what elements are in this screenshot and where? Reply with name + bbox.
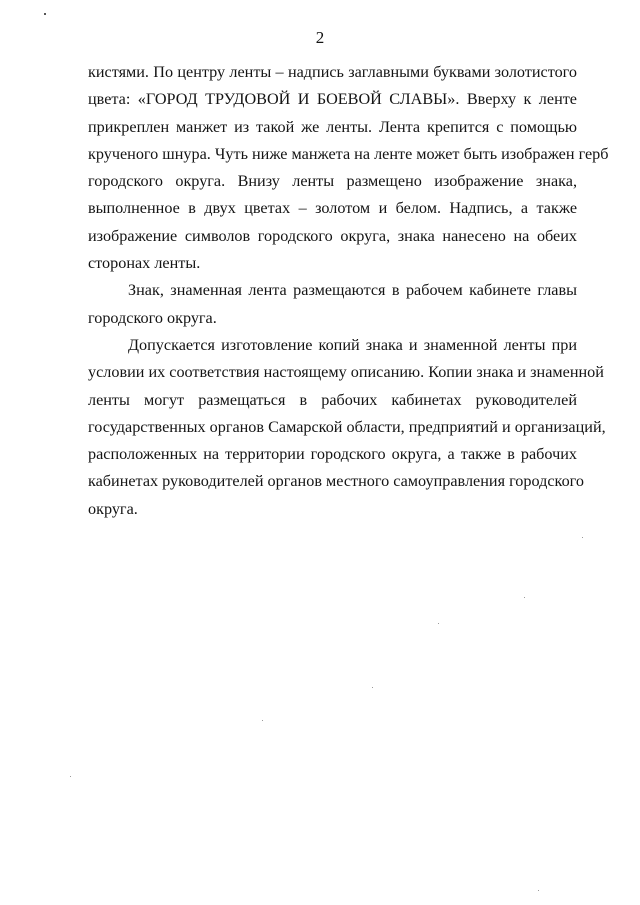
- text-line: выполненное в двух цветах – золотом и белом. Надпись, а также: [88, 199, 577, 218]
- paragraph-ribbon-description: [88, 59, 609, 277]
- text-line: городского округа.: [88, 308, 217, 327]
- text-line: прикреплен манжет из такой же ленты. Лента крепится с помощью: [88, 117, 577, 136]
- text-line: крученого шнура. Чуть ниже манжета на ленте может быть изображен герб: [88, 144, 609, 163]
- text-line: Допускается изготовление копий знака и знаменной ленты при: [128, 335, 577, 354]
- scan-speck: [538, 890, 539, 891]
- text-line: кабинетах руководителей органов местного самоуправления городского: [88, 472, 584, 491]
- document-body: [88, 59, 609, 523]
- scan-speck: [262, 720, 263, 721]
- paragraph-copies: [88, 332, 606, 523]
- page-number: 2: [315, 28, 325, 47]
- scan-speck: [524, 597, 525, 598]
- text-line: Знак, знаменная лента размещаются в рабочем кабинете главы: [128, 281, 577, 300]
- text-line: кистями. По центру ленты – надпись заглавными буквами золотистого: [88, 63, 577, 81]
- text-line: расположенных на территории городского округа, а также в рабочих: [88, 445, 577, 464]
- paragraph-placement: [88, 277, 577, 332]
- text-line: округа.: [88, 499, 138, 518]
- text-line: цвета: «ГОРОД ТРУДОВОЙ И БОЕВОЙ СЛАВЫ». Вверху к ленте: [88, 90, 577, 109]
- text-line: городского округа. Внизу ленты размещено изображение знака,: [88, 172, 577, 191]
- scan-speck: [372, 687, 373, 688]
- text-line: государственных органов Самарской области, предприятий и организаций,: [88, 417, 606, 436]
- scan-speck: [438, 623, 439, 624]
- text-line: условии их соответствия настоящему описанию. Копии знака и знаменной: [88, 363, 604, 382]
- scan-speck: [70, 776, 71, 777]
- scan-speck: [44, 13, 46, 15]
- text-line: ленты могут размещаться в рабочих кабинетах руководителей: [88, 390, 577, 409]
- text-line: изображение символов городского округа, знака нанесено на обеих: [88, 226, 577, 245]
- text-line: сторонах ленты.: [88, 254, 201, 273]
- scan-speck: [582, 537, 583, 538]
